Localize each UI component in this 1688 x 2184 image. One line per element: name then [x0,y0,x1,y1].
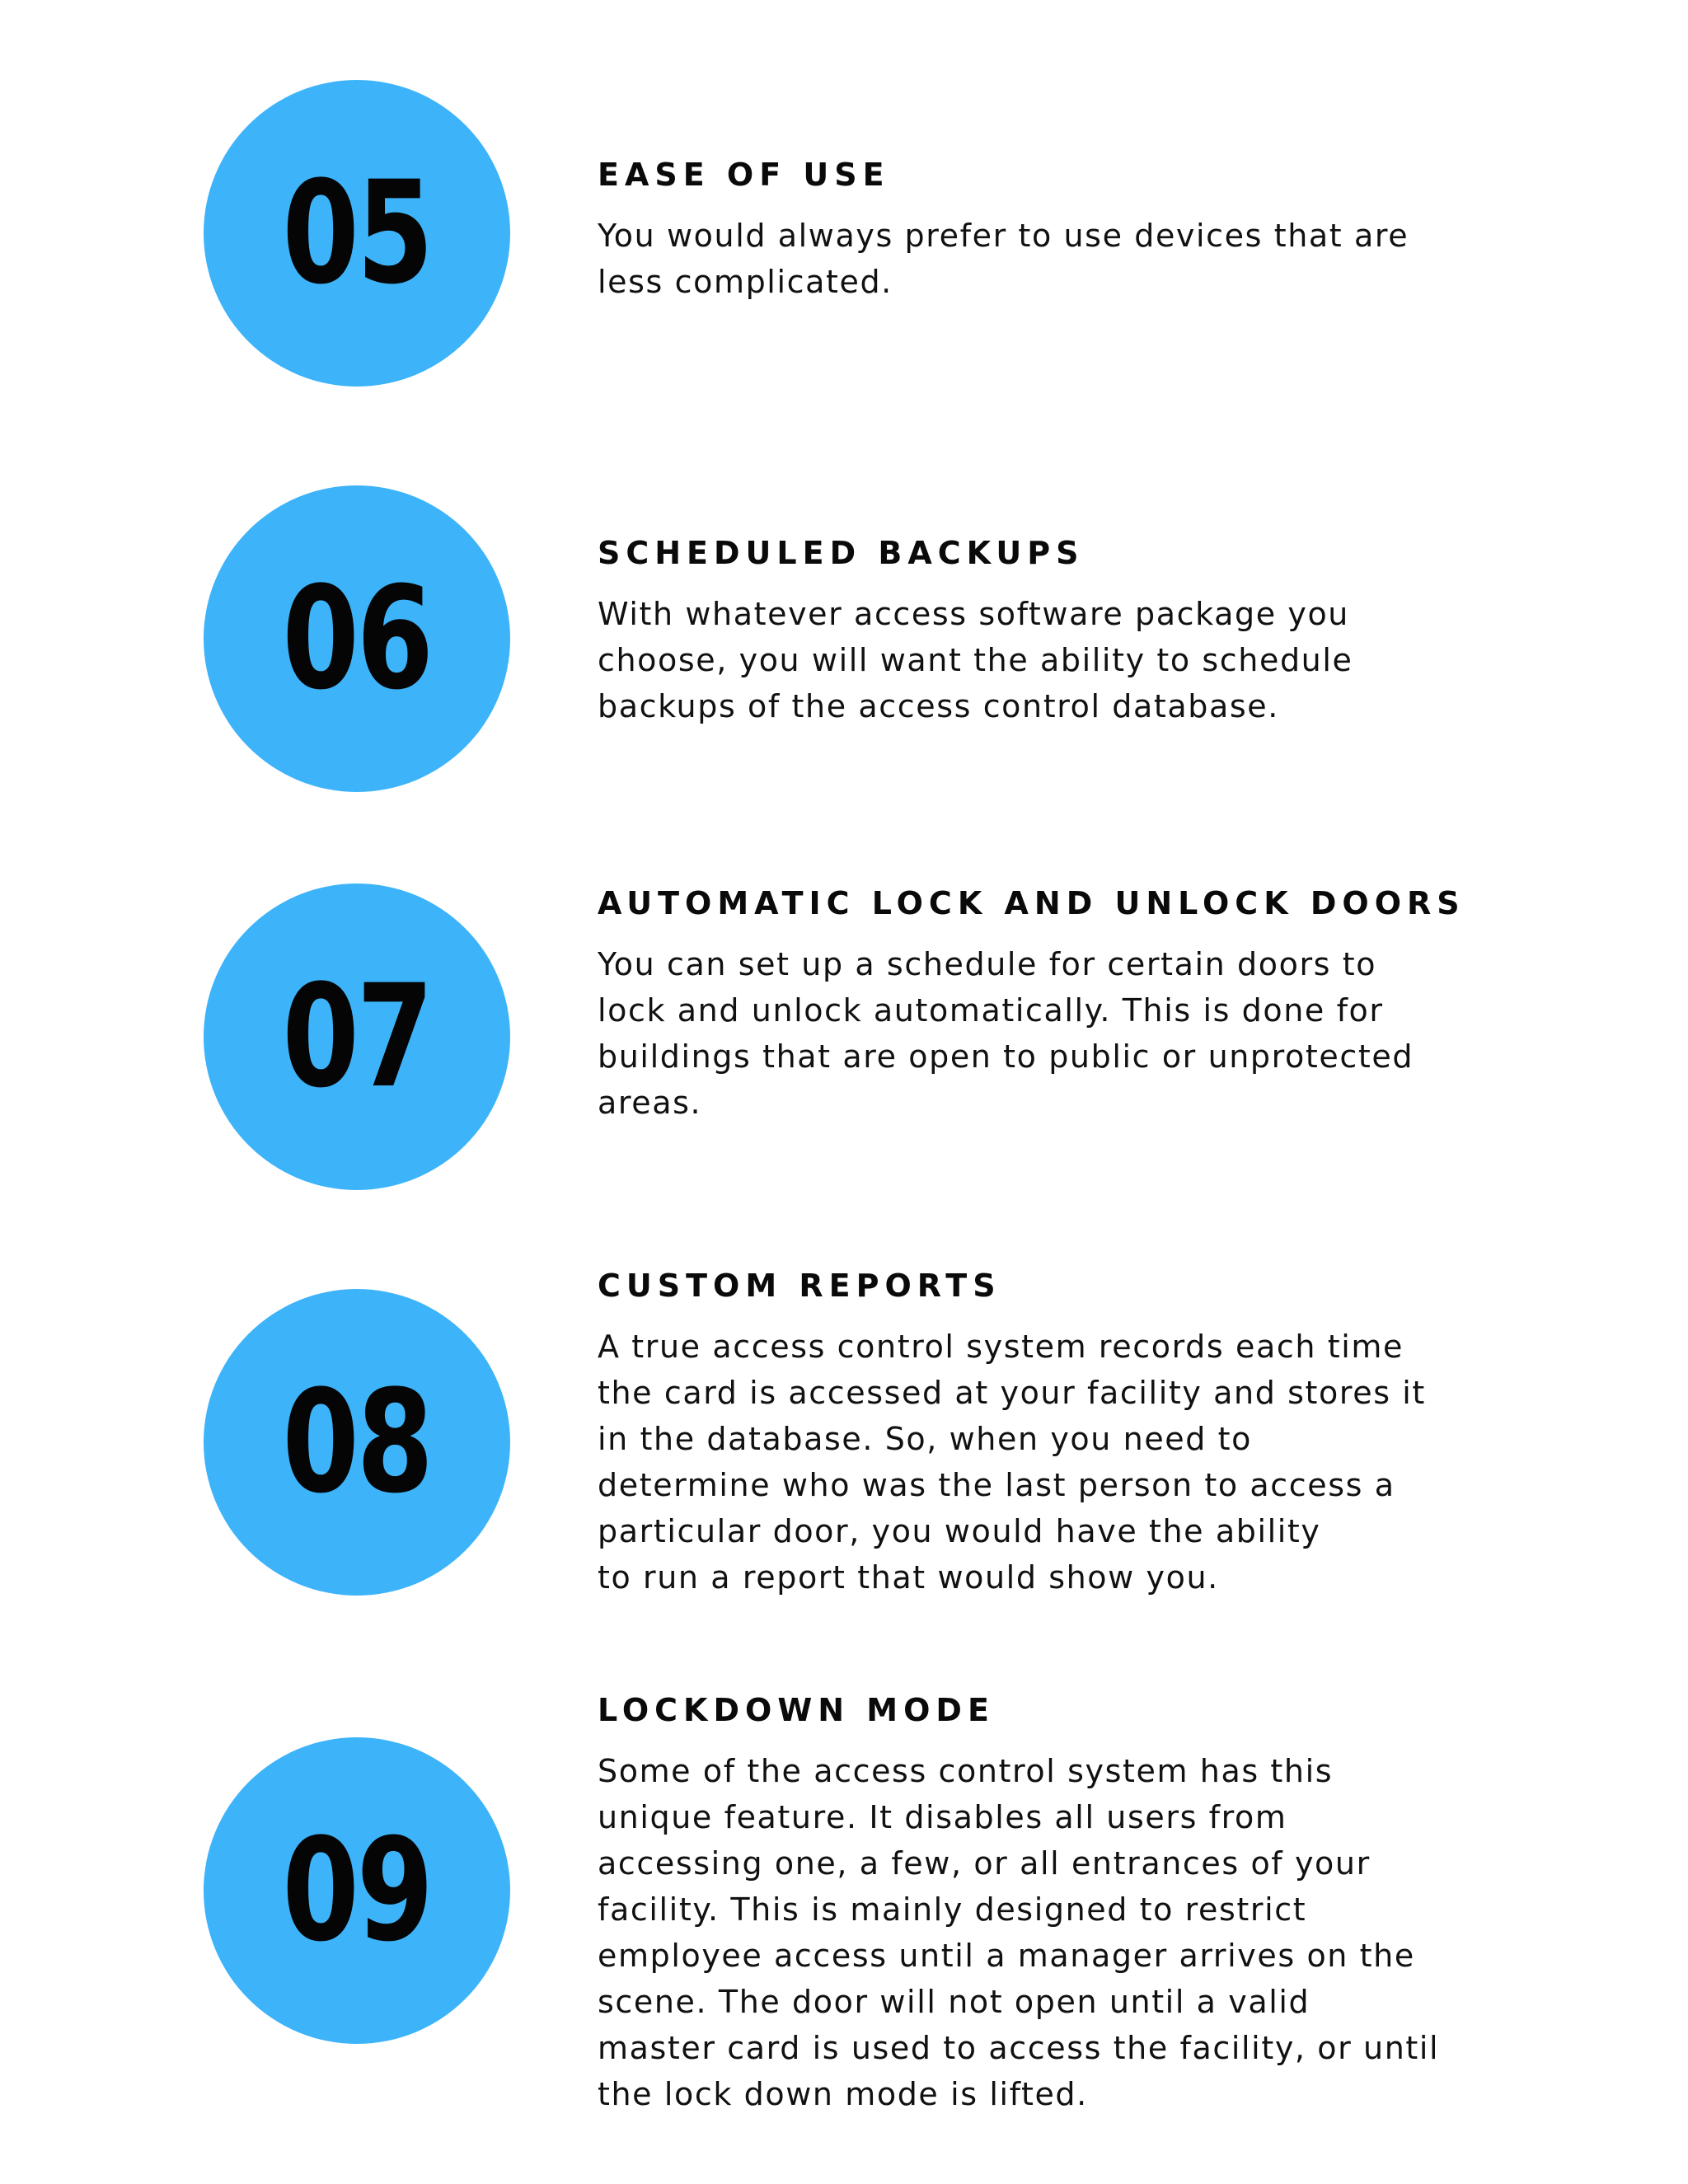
feature-description: You can set up a schedule for certain doors to lock and unlock automatically. This is done for buildings that are open to public or unprotected areas. [598,946,1414,1121]
number-badge-05 [204,80,510,387]
feature-description: With whatever access software package you choose, you will want the ability to schedule backups of the access control database. [598,596,1353,724]
feature-item-custom-reports [598,1268,1587,1601]
item-number: 08 [282,1359,432,1525]
item-number: 05 [282,150,432,316]
feature-description: A true access control system records each time the card is accessed at your facility and stores it in the database. So, when you need to determine who was the last person to access a particular door, you would have the ability to run a report that would show you. [598,1329,1426,1596]
feature-heading: EASE OF USE [598,157,890,193]
number-badge-07 [204,883,510,1190]
feature-heading: CUSTOM REPORTS [598,1268,1001,1304]
number-badge-06 [204,485,510,792]
feature-description: You would always prefer to use devices that are less complicated. [598,218,1409,300]
feature-heading: SCHEDULED BACKUPS [598,535,1085,571]
item-number: 06 [282,555,432,721]
feature-item-automatic-lock [598,885,1587,1126]
feature-heading: LOCKDOWN MODE [598,1692,995,1728]
feature-item-ease-of-use [598,157,1587,305]
item-number: 07 [282,954,432,1119]
item-number: 09 [282,1807,432,1973]
feature-item-scheduled-backups [598,535,1587,729]
feature-description: Some of the access control system has this unique feature. It disables all users from accessing one, a few, or all entrances of your facility. This is mainly designed to restrict employee access until a manager arrives on the scene. The door will not open until a valid master card is used to access the facility, or until the lock down mode is lifted. [598,1753,1440,2112]
feature-item-lockdown-mode [598,1692,1587,2117]
number-badge-08 [204,1289,510,1596]
feature-heading: AUTOMATIC LOCK AND UNLOCK DOORS [598,885,1465,921]
number-badge-09 [204,1737,510,2044]
